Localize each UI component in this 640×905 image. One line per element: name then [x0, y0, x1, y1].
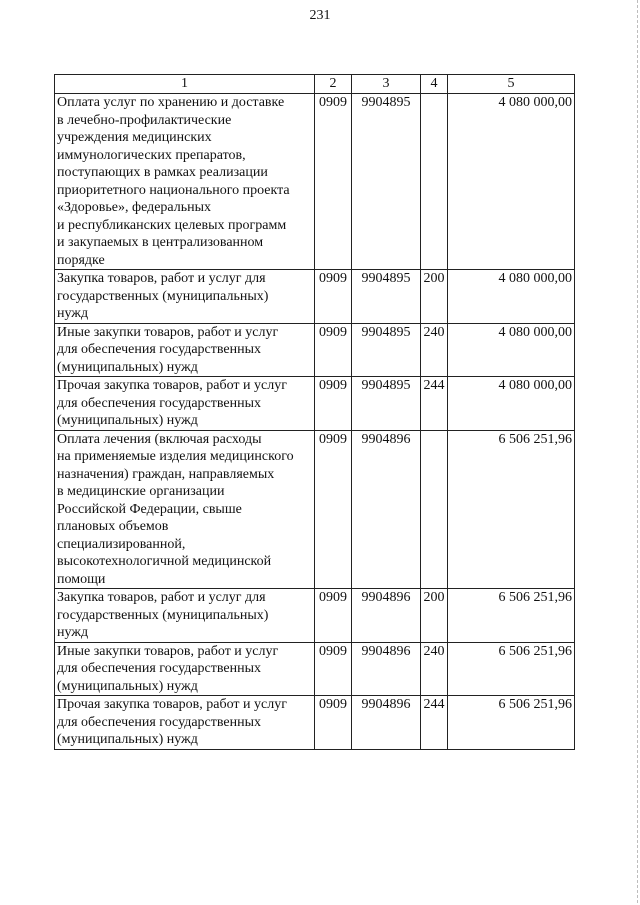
row-expense-type [421, 94, 448, 270]
row-expense-type: 244 [421, 377, 448, 431]
row-name: Оплата услуг по хранению и доставке в лечебно-профилактические учреждения медицинских иммунологических препаратов, поступающих в рамках реализации приоритетного национального проекта «Здоровье», федеральных и республиканских целевых программ и закупаемых в централизованном порядке [55, 94, 315, 270]
table-row [55, 94, 575, 270]
row-name: Закупка товаров, работ и услуг для государственных (муниципальных) нужд [55, 270, 315, 324]
row-section: 0909 [315, 94, 352, 270]
row-target-code: 9904896 [352, 642, 421, 696]
table-row [55, 589, 575, 643]
row-amount: 6 506 251,96 [448, 589, 575, 643]
table-row [55, 377, 575, 431]
row-amount: 6 506 251,96 [448, 696, 575, 750]
header-col-1: 1 [55, 75, 315, 94]
row-amount: 6 506 251,96 [448, 642, 575, 696]
table-row [55, 642, 575, 696]
table-row [55, 696, 575, 750]
row-name: Оплата лечения (включая расходы на применяемые изделия медицинского назначения) граждан, направляемых в медицинские организации Российской Федерации, свыше плановых объемов специализированной, высокотехнологичной медицинской помощи [55, 430, 315, 589]
header-col-5: 5 [448, 75, 575, 94]
row-target-code: 9904895 [352, 323, 421, 377]
page-number: 231 [309, 8, 331, 23]
row-target-code: 9904896 [352, 430, 421, 589]
row-expense-type: 240 [421, 642, 448, 696]
row-name: Закупка товаров, работ и услуг для государственных (муниципальных) нужд [55, 589, 315, 643]
row-section: 0909 [315, 377, 352, 431]
row-section: 0909 [315, 430, 352, 589]
row-expense-type: 200 [421, 270, 448, 324]
budget-table [54, 74, 575, 750]
row-name: Иные закупки товаров, работ и услуг для обеспечения государственных (муниципальных) нужд [55, 323, 315, 377]
row-expense-type: 244 [421, 696, 448, 750]
row-section: 0909 [315, 642, 352, 696]
row-amount: 4 080 000,00 [448, 94, 575, 270]
scan-edge [637, 0, 638, 905]
row-amount: 6 506 251,96 [448, 430, 575, 589]
row-target-code: 9904895 [352, 377, 421, 431]
header-col-4: 4 [421, 75, 448, 94]
row-target-code: 9904896 [352, 589, 421, 643]
row-target-code: 9904895 [352, 270, 421, 324]
row-amount: 4 080 000,00 [448, 323, 575, 377]
table-row [55, 270, 575, 324]
row-name: Иные закупки товаров, работ и услуг для обеспечения государственных (муниципальных) нужд [55, 642, 315, 696]
row-expense-type: 200 [421, 589, 448, 643]
table-row [55, 430, 575, 589]
row-expense-type: 240 [421, 323, 448, 377]
row-expense-type [421, 430, 448, 589]
header-col-2: 2 [315, 75, 352, 94]
header-col-3: 3 [352, 75, 421, 94]
row-name: Прочая закупка товаров, работ и услуг для обеспечения государственных (муниципальных) нужд [55, 696, 315, 750]
row-target-code: 9904895 [352, 94, 421, 270]
row-target-code: 9904896 [352, 696, 421, 750]
row-section: 0909 [315, 323, 352, 377]
row-section: 0909 [315, 270, 352, 324]
row-amount: 4 080 000,00 [448, 377, 575, 431]
table-header-row [55, 75, 575, 94]
row-name: Прочая закупка товаров, работ и услуг для обеспечения государственных (муниципальных) нужд [55, 377, 315, 431]
table-row [55, 323, 575, 377]
row-section: 0909 [315, 696, 352, 750]
row-section: 0909 [315, 589, 352, 643]
row-amount: 4 080 000,00 [448, 270, 575, 324]
